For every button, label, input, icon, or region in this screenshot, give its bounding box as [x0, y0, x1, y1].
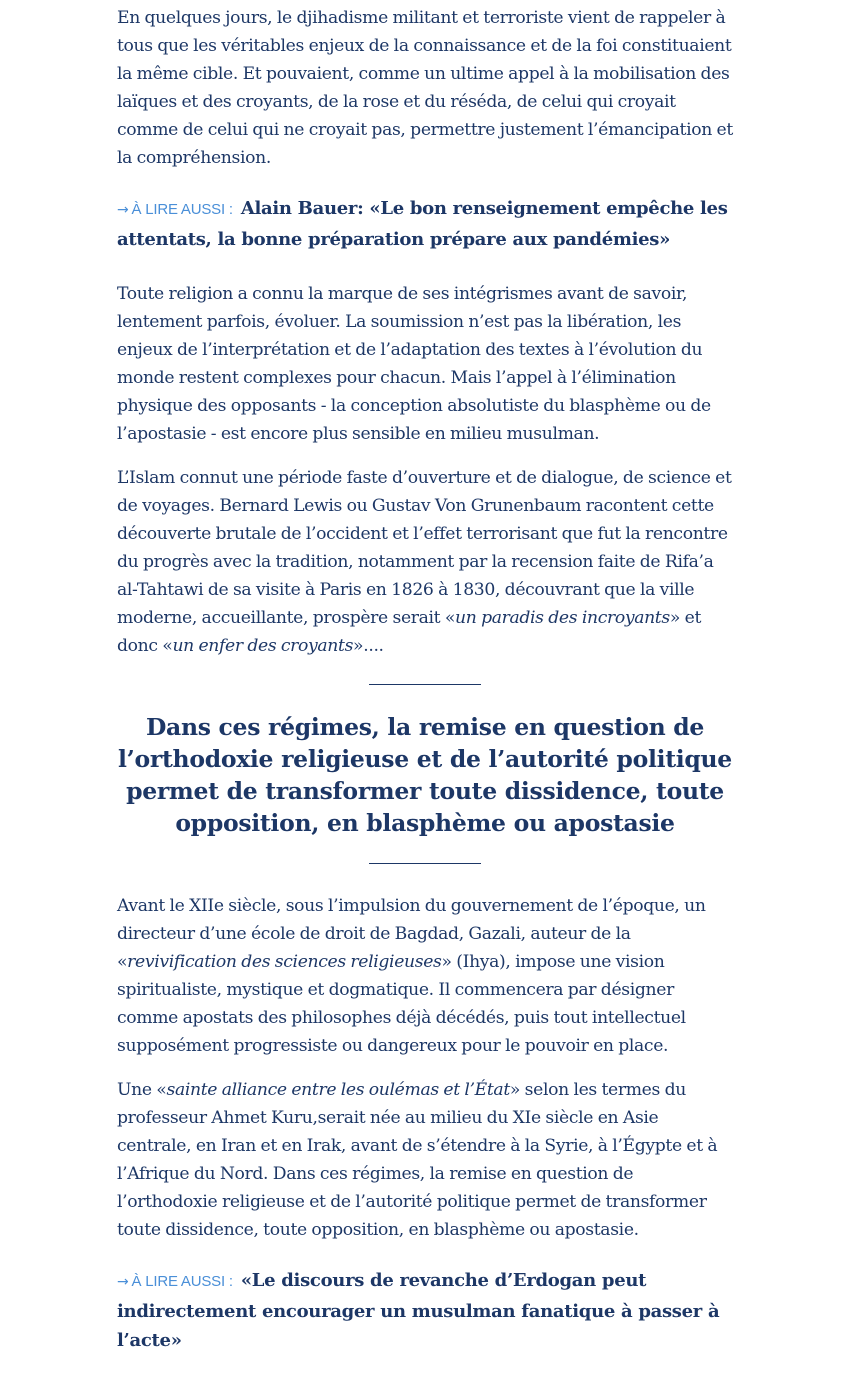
italic-quote: un enfer des croyants — [172, 636, 354, 656]
paragraph — [117, 892, 733, 1060]
read-also-label: À LIRE AUSSI : — [131, 1273, 233, 1290]
read-also-label: À LIRE AUSSI : — [131, 201, 233, 218]
pull-quote: Dans ces régimes, la remise en question de l’orthodoxie religieuse et de l’autorité politique permet de transformer toute dissidence, toute opposition, en blasphème ou apostasie — [118, 713, 732, 837]
read-also-link[interactable] — [117, 194, 733, 254]
read-also-title[interactable]: «Le discours de revanche d’Erdogan peut indirectement encourager un musulman fanatique à passer à l’acte» — [117, 1270, 720, 1351]
text-segment: Avant le XIIe siècle, sous l’impulsion du gouvernement de l’époque, un directeur d’une école de droit de Bagdad, Gazali, auteur de la « — [117, 896, 706, 972]
text-segment: ».... — [353, 636, 384, 656]
divider-bottom — [369, 863, 481, 864]
paragraph — [117, 464, 733, 660]
text-segment: L’Islam connut une période faste d’ouverture et de dialogue, de science et de voyages. Bernard Lewis ou Gustav Von Grunenbaum racontent cette découverte brutale de l’occident et l’effet terrorisant que fut la rencontre du progrès avec la tradition, notamment par la recension faite de Rifa’a al-Tahtawi de sa visite à Paris en 1826 à 1830, découvrant que la ville moderne, accueillante, prospère serait « — [117, 468, 732, 628]
text-segment: » et donc « — [117, 608, 702, 656]
text-segment: » selon les termes du professeur Ahmet Kuru,serait née au milieu du XIe siècle en Asie centrale, en Iran et en Irak, avant de s’étendre à la Syrie, à l’Égypte et à l’Afrique du Nord. Dans ces régimes, la remise en question de l’orthodoxie religieuse et de l’autorité politique permet de transformer toute dissidence, toute opposition, en blasphème ou apostasie. — [117, 1080, 718, 1240]
article-body — [117, 4, 733, 1381]
read-also-link[interactable] — [117, 1266, 733, 1355]
italic-quote: un paradis des incroyants — [455, 608, 670, 628]
paragraph — [117, 1076, 733, 1244]
arrow-right-icon: → — [117, 1274, 129, 1290]
text-segment: Une « — [117, 1080, 167, 1100]
pull-quote-block — [117, 684, 733, 864]
text-segment: » (Ihya), impose une vision spiritualiste, mystique et dogmatique. Il commencera par désigner comme apostats des philosophes déjà décédés, puis tout intellectuel supposément progressiste ou dangereux pour le pouvoir en place. — [117, 952, 686, 1056]
divider-top — [369, 684, 481, 685]
arrow-right-icon: → — [117, 202, 129, 218]
paragraph: Toute religion a connu la marque de ses intégrismes avant de savoir, lentement parfois, évoluer. La soumission n’est pas la libération, les enjeux de l’interprétation et de l’adaptation des textes à l’évolution du monde restent complexes pour chacun. Mais l’appel à l’élimination physique des opposants - la conception absolutiste du blasphème ou de l’apostasie - est encore plus sensible en milieu musulman. — [117, 284, 711, 444]
paragraph: En quelques jours, le djihadisme militant et terroriste vient de rappeler à tous que les véritables enjeux de la connaissance et de la foi constituaient la même cible. Et pouvaient, comme un ultime appel à la mobilisation des laïques et des croyants, de la rose et du réséda, de celui qui croyait comme de celui qui ne croyait pas, permettre justement l’émancipation et la compréhension. — [117, 8, 733, 168]
italic-quote: revivification des sciences religieuses — [127, 952, 442, 972]
read-also-title[interactable]: Alain Bauer: «Le bon renseignement empêche les attentats, la bonne préparation prépare aux pandémies» — [117, 198, 728, 250]
italic-quote: sainte alliance entre les oulémas et l’État — [166, 1080, 510, 1100]
